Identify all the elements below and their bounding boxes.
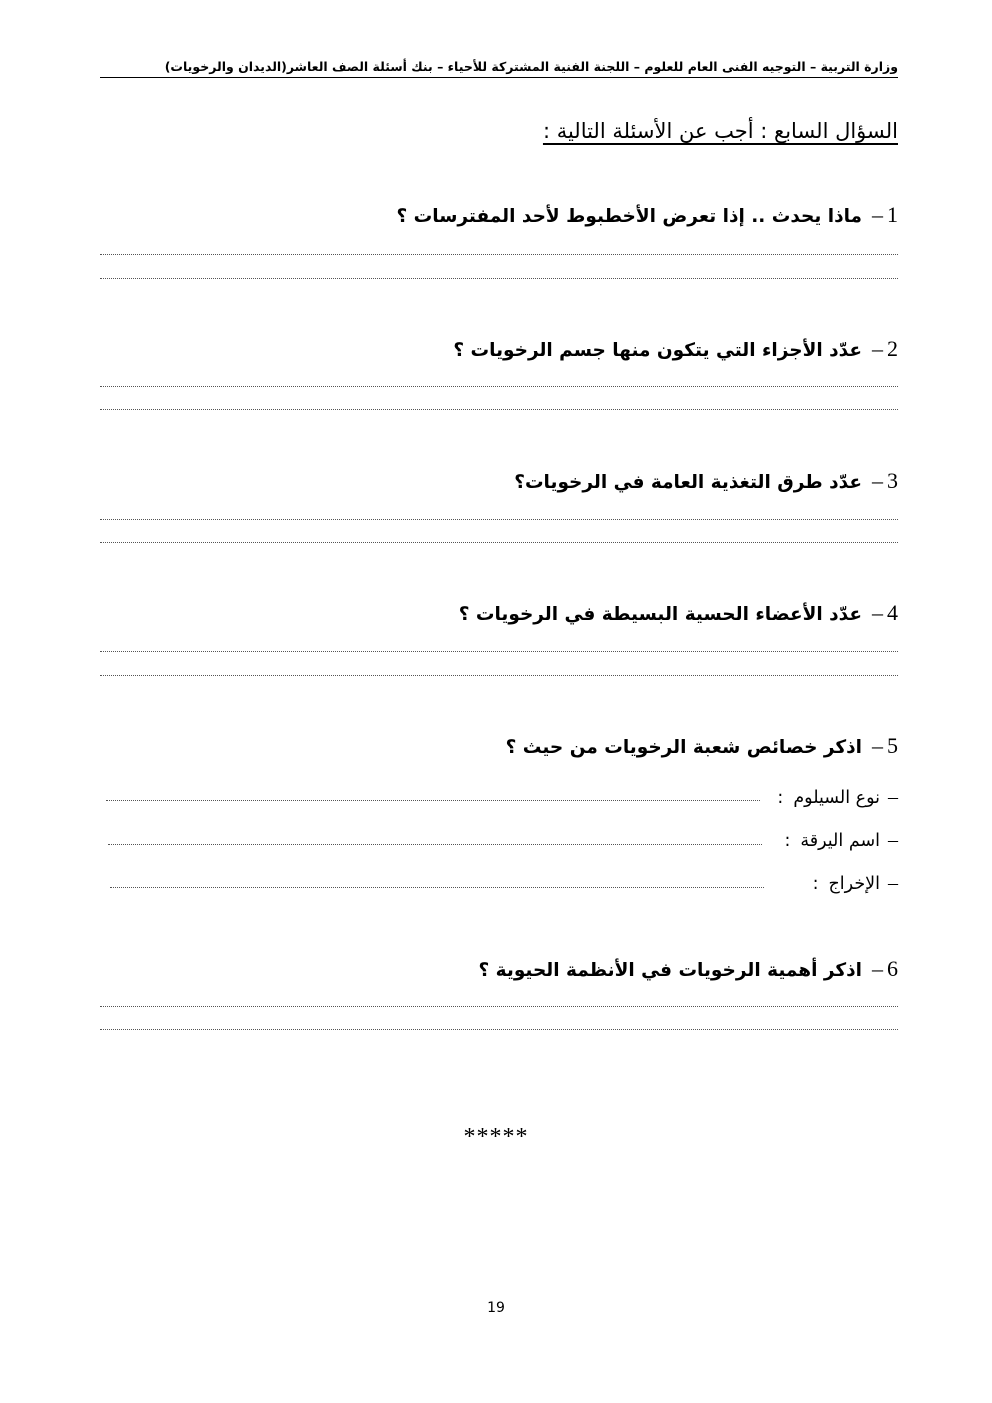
question-5 (506, 733, 898, 759)
sub-item-coelom (777, 786, 898, 809)
sub-item-colon: : (777, 788, 784, 808)
answer-line[interactable] (100, 1006, 898, 1007)
question-number: 1 (887, 202, 898, 227)
question-2 (453, 336, 898, 362)
question-number: 2 (887, 336, 898, 361)
question-dash: – (872, 956, 883, 981)
sub-item-dash: – (888, 786, 898, 808)
question-text: اذكر خصائص شعبة الرخويات من حيث ؟ (505, 737, 862, 758)
question-number: 3 (887, 468, 898, 493)
answer-line[interactable] (106, 800, 760, 801)
question-text: ماذا يحدث .. إذا تعرض الأخطبوط لأحد المفترسات ؟ (396, 206, 862, 227)
sub-item-label: نوع السيلوم (793, 788, 880, 808)
answer-line[interactable] (100, 651, 898, 652)
page-header: وزارة التربية – التوجيه الفنى العام للعلوم – اللجنة الفنية المشتركة للأحياء – بنك أسئلة الصف العاشر(الديدان والرخويات) (100, 58, 898, 78)
question-1 (397, 202, 899, 228)
sub-item-label: الإخراج (828, 874, 880, 894)
answer-line[interactable] (100, 542, 898, 543)
question-dash: – (872, 468, 883, 493)
question-text: عدّد طرق التغذية العامة في الرخويات؟ (514, 472, 862, 493)
sub-item-dash: – (888, 829, 898, 851)
sub-item-excretion (813, 872, 898, 895)
question-dash: – (872, 600, 883, 625)
answer-line[interactable] (108, 844, 762, 845)
question-dash: – (872, 733, 883, 758)
sub-item-label: اسم اليرقة (800, 831, 880, 851)
page-number: 19 (487, 1300, 505, 1316)
answer-line[interactable] (100, 519, 898, 520)
question-4 (459, 600, 898, 626)
end-mark: ***** (463, 1124, 529, 1150)
question-text: اذكر أهمية الرخويات في الأنظمة الحيوية ؟ (478, 960, 862, 981)
answer-line[interactable] (100, 278, 898, 279)
question-3 (514, 468, 898, 494)
sub-item-colon: : (784, 831, 791, 851)
question-text: عدّد الأجزاء التي يتكون منها جسم الرخويات ؟ (453, 340, 862, 361)
question-6 (478, 956, 898, 982)
question-number: 5 (887, 733, 898, 758)
answer-line[interactable] (100, 1029, 898, 1030)
question-number: 6 (887, 956, 898, 981)
answer-line[interactable] (110, 887, 764, 888)
answer-line[interactable] (100, 675, 898, 676)
sub-item-dash: – (888, 872, 898, 894)
question-dash: – (872, 202, 883, 227)
question-number: 4 (887, 600, 898, 625)
question-text: عدّد الأعضاء الحسية البسيطة في الرخويات ؟ (458, 604, 862, 625)
answer-line[interactable] (100, 386, 898, 387)
sub-item-colon: : (812, 874, 819, 894)
answer-line[interactable] (100, 254, 898, 255)
sub-item-larva (784, 829, 898, 852)
answer-line[interactable] (100, 409, 898, 410)
question-dash: – (872, 336, 883, 361)
section-title: السؤال السابع : أجب عن الأسئلة التالية : (542, 119, 898, 143)
